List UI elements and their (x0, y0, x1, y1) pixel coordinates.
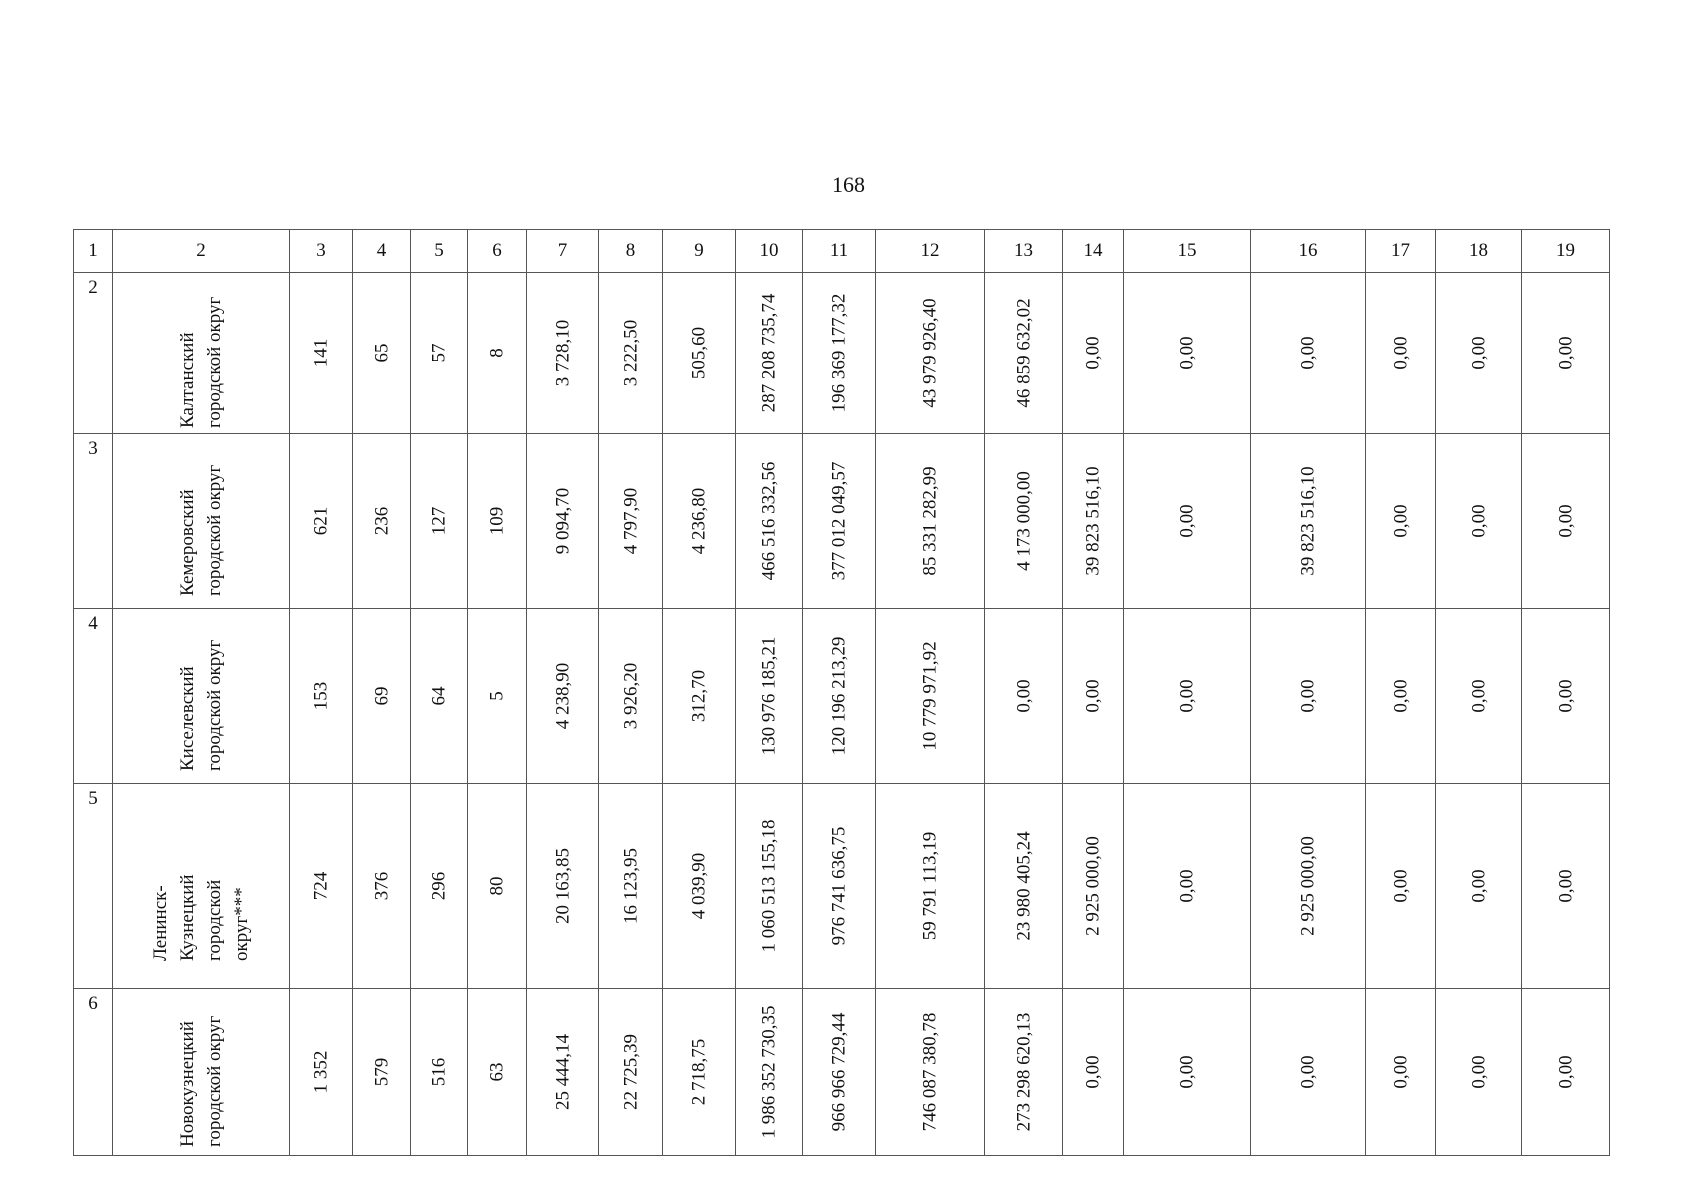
cell-value: 39 823 516,10 (1297, 466, 1319, 576)
value-cell (468, 989, 527, 1156)
value-cell (803, 273, 876, 434)
district-name: Ленинск-Кузнецкий городской округ*** (150, 874, 252, 961)
value-cell (1522, 989, 1610, 1156)
cell-value: 46 859 632,02 (1013, 298, 1034, 408)
table-row (74, 273, 1610, 434)
cell-value: 0,00 (1013, 679, 1034, 713)
header-cell: 12 (876, 230, 985, 273)
value-cell (1522, 434, 1610, 609)
cell-value: 236 (371, 506, 392, 536)
value-cell (1522, 609, 1610, 784)
cell-value: 0,00 (1176, 869, 1198, 903)
cell-value: 59 791 113,19 (919, 831, 941, 941)
cell-value: 0,00 (1082, 1055, 1104, 1089)
cell-value: 3 222,50 (620, 319, 641, 387)
value-cell (1366, 784, 1436, 989)
value-cell (290, 434, 353, 609)
cell-value: 0,00 (1555, 336, 1576, 370)
cell-value: 22 725,39 (620, 1034, 641, 1110)
value-cell (1436, 609, 1522, 784)
value-cell (599, 434, 663, 609)
table-body (74, 230, 1610, 1156)
cell-value: 377 012 049,57 (828, 461, 850, 581)
header-cell: 2 (113, 230, 290, 273)
row-number: 3 (88, 438, 98, 459)
value-cell (1366, 273, 1436, 434)
cell-value: 64 (428, 686, 450, 706)
cell-value: 127 (428, 506, 450, 536)
value-cell (803, 784, 876, 989)
data-table (73, 229, 1610, 1156)
district-name: Калтанский городской округ (177, 296, 225, 428)
value-cell (1251, 273, 1366, 434)
district-name-cell (113, 273, 290, 434)
cell-value: 2 718,75 (688, 1038, 710, 1106)
cell-value: 724 (310, 871, 332, 901)
value-cell (353, 784, 411, 989)
value-cell (468, 609, 527, 784)
cell-value: 1 060 513 155,18 (758, 819, 780, 953)
cell-value: 39 823 516,10 (1082, 466, 1104, 576)
value-cell (876, 989, 985, 1156)
value-cell (1522, 784, 1610, 989)
header-cell: 10 (736, 230, 803, 273)
header-cell: 4 (353, 230, 411, 273)
value-cell (599, 784, 663, 989)
value-cell (1124, 784, 1251, 989)
cell-value: 0,00 (1390, 869, 1411, 903)
value-cell (663, 273, 736, 434)
header-cell: 9 (663, 230, 736, 273)
value-cell (1063, 784, 1124, 989)
cell-value: 0,00 (1468, 869, 1489, 903)
value-cell (411, 609, 468, 784)
header-cell: 3 (290, 230, 353, 273)
value-cell (468, 784, 527, 989)
value-cell (527, 434, 599, 609)
value-cell (1124, 989, 1251, 1156)
header-cell: 18 (1436, 230, 1522, 273)
value-cell (736, 989, 803, 1156)
value-cell (1124, 609, 1251, 784)
header-row (74, 230, 1610, 273)
row-number: 2 (88, 277, 98, 298)
cell-value: 0,00 (1468, 336, 1489, 370)
value-cell (985, 273, 1063, 434)
table-row (74, 784, 1610, 989)
cell-value: 4 797,90 (620, 487, 641, 555)
value-cell (527, 273, 599, 434)
value-cell (985, 989, 1063, 1156)
header-cell: 7 (527, 230, 599, 273)
district-name-cell (113, 434, 290, 609)
cell-value: 966 966 729,44 (828, 1012, 850, 1132)
value-cell (736, 784, 803, 989)
cell-value: 9 094,70 (552, 487, 573, 555)
value-cell (1366, 434, 1436, 609)
cell-value: 0,00 (1555, 869, 1576, 903)
district-name-cell (113, 784, 290, 989)
value-cell (876, 609, 985, 784)
page-number: 168 (832, 172, 865, 197)
value-cell (663, 609, 736, 784)
header-cell: 6 (468, 230, 527, 273)
cell-value: 23 980 405,24 (1013, 831, 1034, 941)
header-cell: 8 (599, 230, 663, 273)
cell-value: 4 173 000,00 (1013, 471, 1034, 571)
value-cell (353, 989, 411, 1156)
value-cell (985, 609, 1063, 784)
cell-value: 69 (371, 686, 392, 706)
cell-value: 376 (371, 871, 392, 901)
cell-value: 4 238,90 (552, 662, 573, 730)
cell-value: 4 039,90 (688, 852, 710, 920)
row-number: 4 (88, 613, 98, 634)
cell-value: 0,00 (1176, 504, 1198, 538)
cell-value: 621 (310, 506, 332, 536)
cell-value: 0,00 (1297, 1055, 1319, 1089)
row-number: 6 (88, 993, 98, 1014)
cell-value: 287 208 735,74 (758, 293, 780, 413)
table-row (74, 609, 1610, 784)
row-number-cell (74, 609, 113, 784)
cell-value: 109 (486, 506, 508, 536)
header-cell: 17 (1366, 230, 1436, 273)
cell-value: 0,00 (1555, 1055, 1576, 1089)
value-cell (736, 273, 803, 434)
value-cell (353, 434, 411, 609)
district-name-cell (113, 609, 290, 784)
value-cell (290, 989, 353, 1156)
value-cell (1436, 434, 1522, 609)
value-cell (290, 784, 353, 989)
value-cell (736, 434, 803, 609)
district-name: Кемеровский городской округ (177, 464, 225, 596)
value-cell (736, 609, 803, 784)
cell-value: 0,00 (1468, 504, 1489, 538)
value-cell (876, 784, 985, 989)
cell-value: 746 087 380,78 (919, 1012, 941, 1132)
value-cell (663, 784, 736, 989)
cell-value: 65 (371, 343, 392, 363)
value-cell (1251, 434, 1366, 609)
value-cell (527, 609, 599, 784)
value-cell (468, 434, 527, 609)
cell-value: 579 (371, 1057, 392, 1087)
cell-value: 0,00 (1390, 336, 1411, 370)
cell-value: 466 516 332,56 (758, 461, 780, 581)
header-cell: 19 (1522, 230, 1610, 273)
value-cell (468, 273, 527, 434)
cell-value: 0,00 (1297, 336, 1319, 370)
cell-value: 0,00 (1390, 504, 1411, 538)
value-cell (663, 434, 736, 609)
value-cell (1063, 434, 1124, 609)
cell-value: 10 779 971,92 (919, 641, 941, 751)
value-cell (411, 784, 468, 989)
cell-value: 196 369 177,32 (828, 293, 850, 413)
row-number-cell (74, 434, 113, 609)
cell-value: 296 (428, 871, 450, 901)
cell-value: 130 976 185,21 (758, 636, 780, 756)
value-cell (1522, 273, 1610, 434)
value-cell (803, 434, 876, 609)
cell-value: 85 331 282,99 (919, 466, 941, 576)
row-number-cell (74, 989, 113, 1156)
header-cell: 13 (985, 230, 1063, 273)
cell-value: 0,00 (1468, 1055, 1489, 1089)
value-cell (1366, 609, 1436, 784)
cell-value: 4 236,80 (688, 487, 710, 555)
cell-value: 0,00 (1176, 336, 1198, 370)
value-cell (876, 434, 985, 609)
cell-value: 0,00 (1297, 679, 1319, 713)
value-cell (803, 989, 876, 1156)
value-cell (599, 609, 663, 784)
cell-value: 0,00 (1176, 679, 1198, 713)
value-cell (1251, 784, 1366, 989)
header-cell: 16 (1251, 230, 1366, 273)
cell-value: 273 298 620,13 (1013, 1012, 1034, 1132)
value-cell (1366, 989, 1436, 1156)
value-cell (1124, 434, 1251, 609)
cell-value: 20 163,85 (552, 848, 573, 924)
cell-value: 2 925 000,00 (1297, 836, 1319, 936)
value-cell (1436, 273, 1522, 434)
value-cell (1251, 609, 1366, 784)
value-cell (1436, 784, 1522, 989)
cell-value: 0,00 (1390, 1055, 1411, 1089)
value-cell (411, 273, 468, 434)
value-cell (599, 273, 663, 434)
cell-value: 25 444,14 (552, 1034, 573, 1110)
cell-value: 505,60 (688, 326, 710, 380)
value-cell (985, 434, 1063, 609)
value-cell (803, 609, 876, 784)
table-row (74, 434, 1610, 609)
cell-value: 0,00 (1555, 679, 1576, 713)
cell-value: 141 (310, 338, 332, 368)
value-cell (1063, 609, 1124, 784)
value-cell (1063, 989, 1124, 1156)
value-cell (985, 784, 1063, 989)
value-cell (353, 273, 411, 434)
value-cell (290, 273, 353, 434)
cell-value: 3 926,20 (620, 662, 641, 730)
value-cell (1063, 273, 1124, 434)
value-cell (876, 273, 985, 434)
value-cell (290, 609, 353, 784)
value-cell (527, 989, 599, 1156)
cell-value: 0,00 (1390, 679, 1411, 713)
cell-value: 63 (486, 1062, 508, 1082)
cell-value: 1 352 (310, 1050, 332, 1094)
cell-value: 0,00 (1176, 1055, 1198, 1089)
header-cell: 14 (1063, 230, 1124, 273)
table-row (74, 989, 1610, 1156)
cell-value: 120 196 213,29 (828, 636, 850, 756)
cell-value: 516 (428, 1057, 450, 1087)
header-cell: 5 (411, 230, 468, 273)
cell-value: 0,00 (1082, 336, 1104, 370)
cell-value: 5 (486, 691, 508, 701)
value-cell (411, 434, 468, 609)
header-cell: 1 (74, 230, 113, 273)
cell-value: 153 (310, 681, 332, 711)
cell-value: 3 728,10 (552, 319, 573, 387)
row-number-cell (74, 784, 113, 989)
district-name: Киселевский городской округ (177, 639, 225, 771)
cell-value: 2 925 000,00 (1082, 836, 1104, 936)
cell-value: 1 986 352 730,35 (758, 1005, 780, 1139)
value-cell (599, 989, 663, 1156)
value-cell (1436, 989, 1522, 1156)
row-number: 5 (88, 788, 98, 809)
cell-value: 8 (486, 348, 508, 358)
row-number-cell (74, 273, 113, 434)
district-name: Новокузнецкий городской округ (177, 1015, 225, 1147)
cell-value: 0,00 (1082, 679, 1104, 713)
value-cell (663, 989, 736, 1156)
header-cell: 11 (803, 230, 876, 273)
cell-value: 43 979 926,40 (919, 298, 941, 408)
cell-value: 16 123,95 (620, 848, 641, 924)
value-cell (1124, 273, 1251, 434)
district-name-cell (113, 989, 290, 1156)
header-cell: 15 (1124, 230, 1251, 273)
value-cell (353, 609, 411, 784)
cell-value: 0,00 (1555, 504, 1576, 538)
cell-value: 0,00 (1468, 679, 1489, 713)
value-cell (527, 784, 599, 989)
cell-value: 80 (486, 876, 508, 896)
value-cell (1251, 989, 1366, 1156)
cell-value: 57 (428, 343, 450, 363)
cell-value: 312,70 (688, 669, 710, 723)
cell-value: 976 741 636,75 (828, 826, 850, 946)
value-cell (411, 989, 468, 1156)
